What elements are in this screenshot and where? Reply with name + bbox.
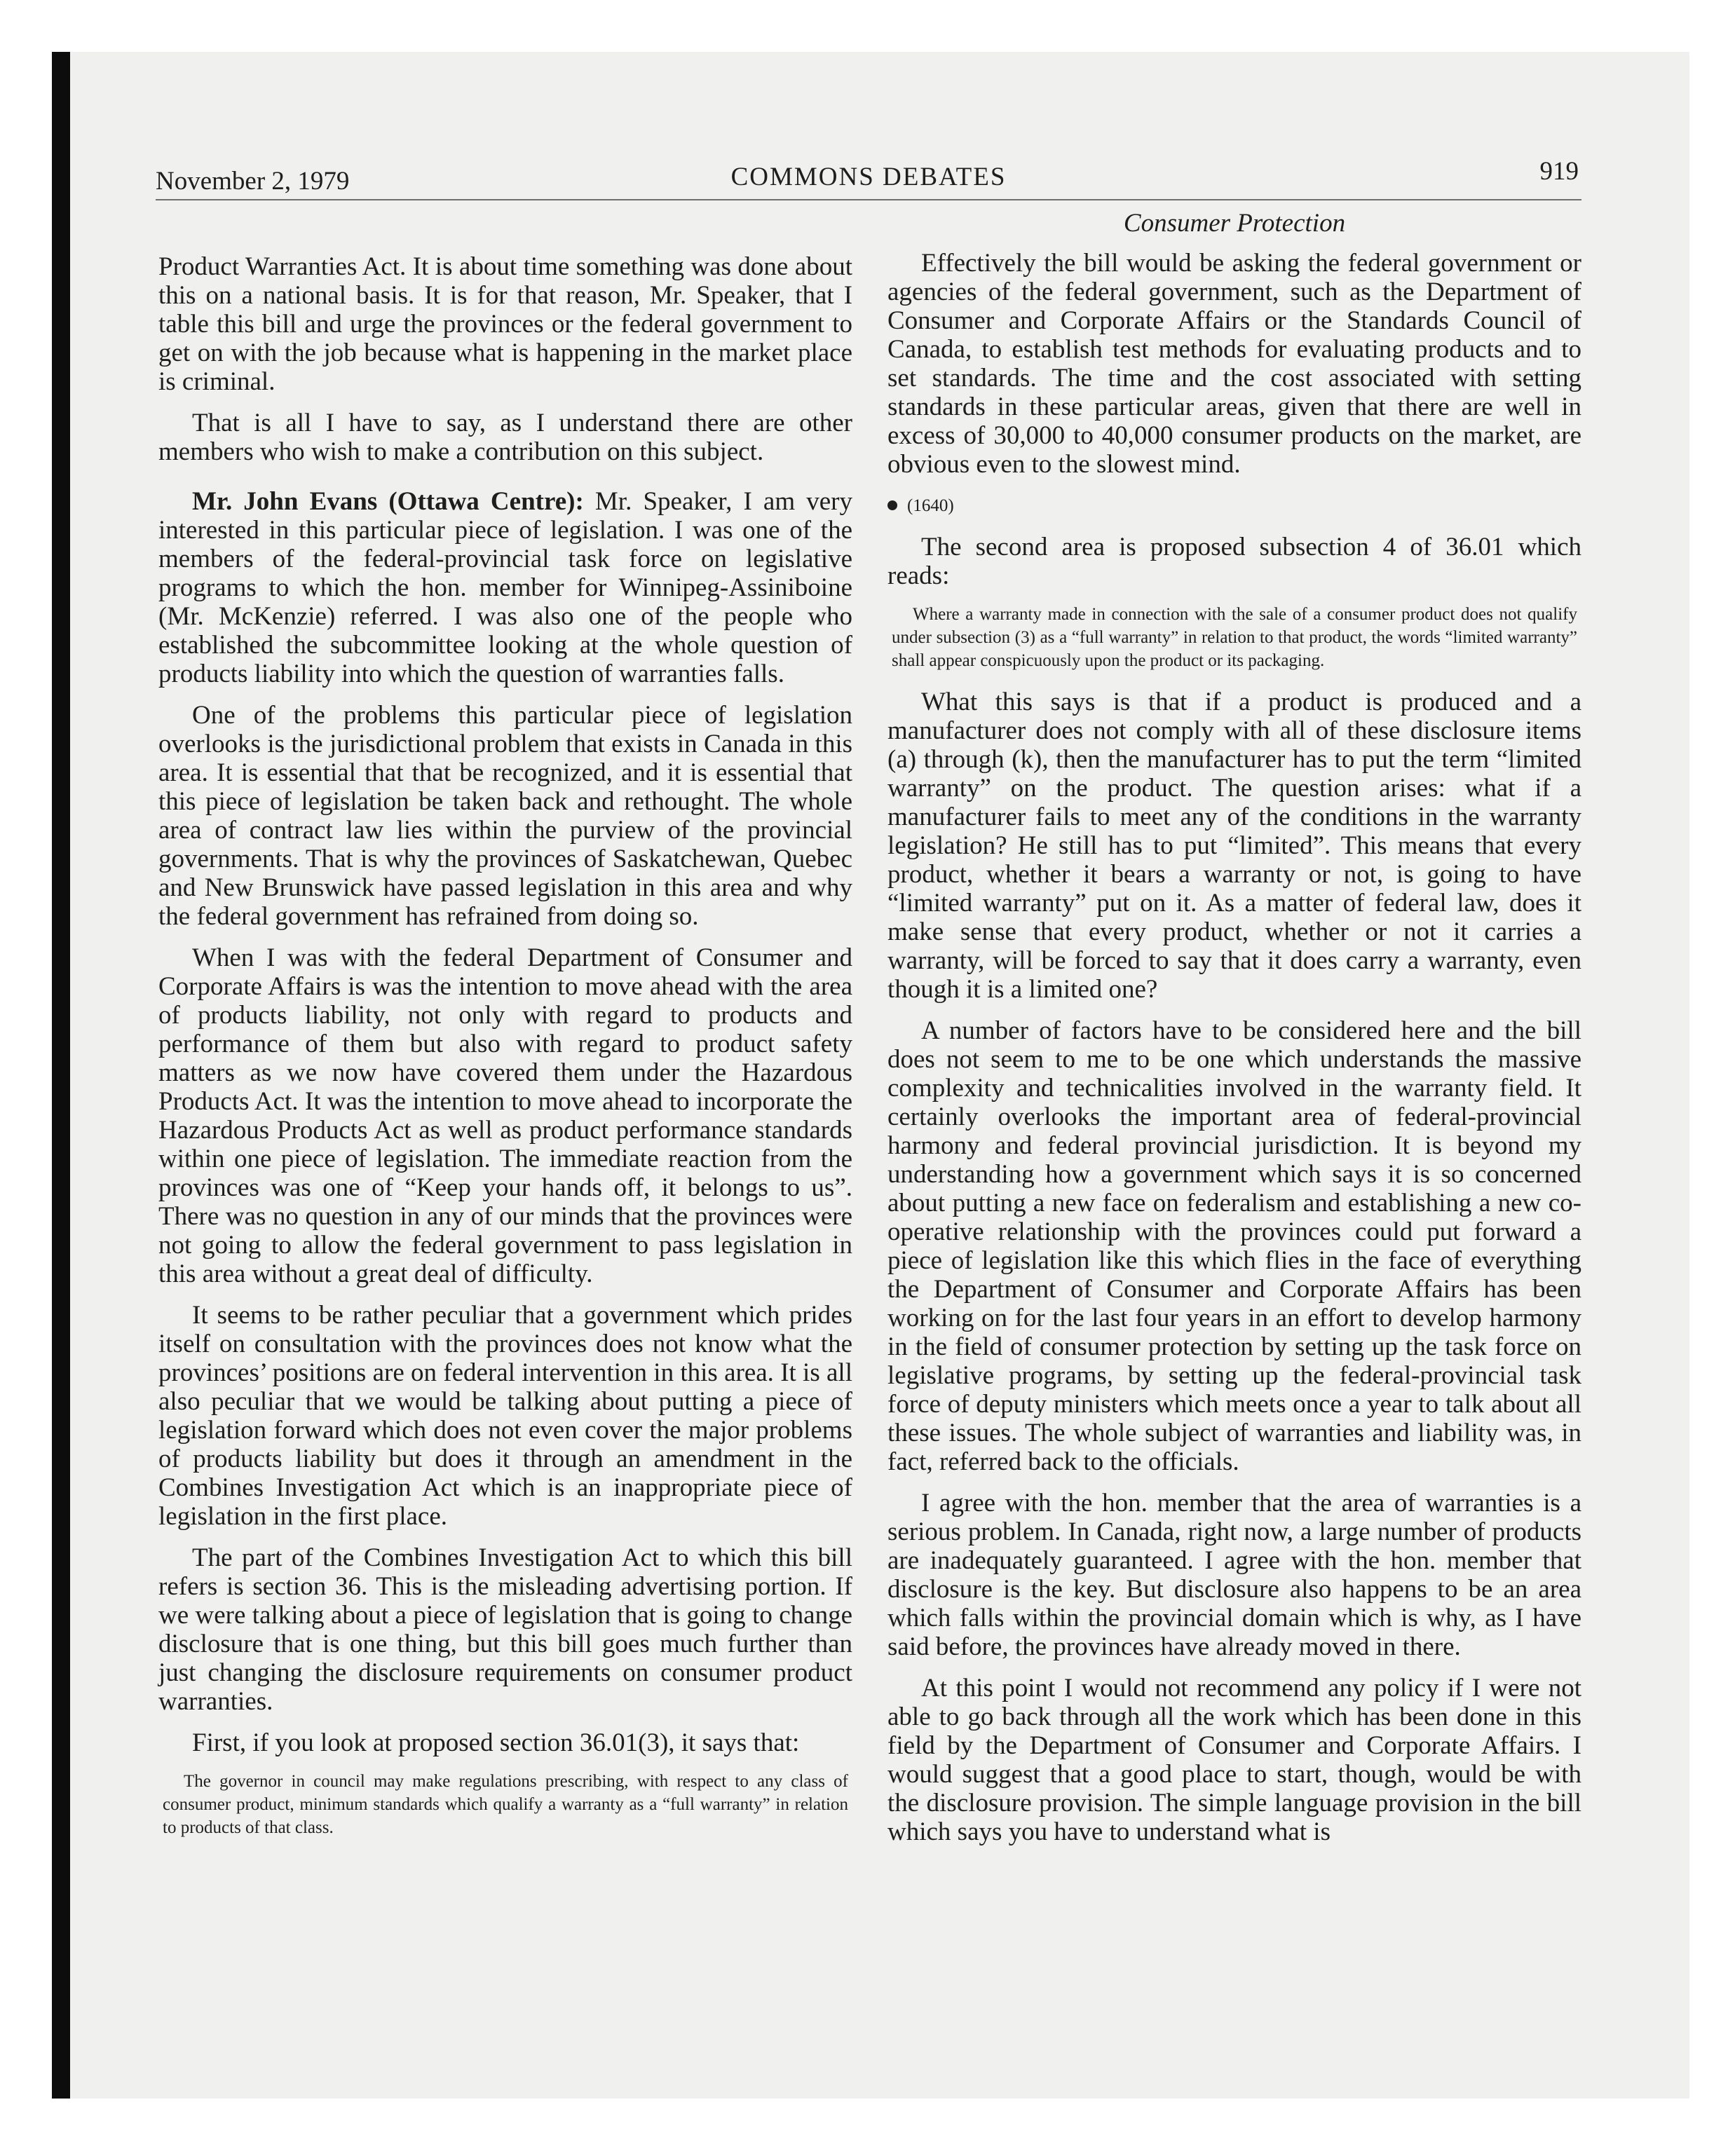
paragraph: A number of factors have to be considered here and the bill does not seem to me to be one which understands the massive complexity and technicalities involved in the warranty field. It certainly overlooks the important area of federal-provincial harmony and federal provincial jurisdiction. It is beyond my understanding how a government which says it is so concerned about putting a new face on federalism and establishing a new co-operative relationship with the provinces could put forward a piece of legislation like this which flies in the face of everything the Department of Consumer and Corporate Affairs has been working on for the last four years in an effort to develop harmony in the field of consumer protection by setting up the task force on legislative programs, by setting up the federal-provincial task force of deputy ministers which meets once a year to talk about all these issues. The whole subject of warranties and liability was, in fact, referred back to the officials. (887, 1016, 1581, 1476)
running-head: Consumer Protection (1123, 209, 1346, 238)
paragraph (158, 487, 852, 688)
paragraph: The second area is proposed subsection 4 of 36.01 which reads: (887, 533, 1581, 590)
paragraph: It seems to be rather peculiar that a government which prides itself on consultation with the provinces does not know what the provinces’ positions are on federal intervention in this area. It is all also peculiar that we would be talking about putting a piece of legislation forward which does not even cover the major problems of products liability but does it through an amendment in the Combines Investigation Act which is an inappropriate piece of legislation in the first place. (158, 1301, 852, 1531)
time-marker-text: (1640) (907, 496, 954, 515)
scan-edge (52, 52, 70, 2099)
paragraph: I agree with the hon. member that the area of warranties is a serious problem. In Canada, right now, a large number of products are inadequately guaranteed. I agree with the hon. member that disclosure is the key. But disclosure also happens to be an area which falls within the provincial domain which is why, as I have said before, the provinces have already moved in there. (887, 1489, 1581, 1661)
paragraph: What this says is that if a product is produced and a manufacturer does not comply with all of these disclosure items (a) through (k), then the manufacturer has to put the term “limited warranty” on the product. The question arises: what if a manufacturer fails to meet any of the conditions in the warranty legislation? He still has to put “limited”. This means that every product, whether it bears a warranty or not, is going to have “limited warranty” put on it. As a matter of federal law, does it make sense that every product, whether or not it carries a warranty, will be forced to say that it does carry a warranty, even though it is a limited one? (887, 688, 1581, 1004)
header-publication: COMMONS DEBATES (730, 163, 1007, 191)
paragraph: First, if you look at proposed section 36.01(3), it says that: (192, 1728, 800, 1757)
quoted-text: The governor in council may make regulations prescribing, with respect to any class of consumer product, minimum standards which qualify a warranty as a “full warranty” in relation to products of that class. (163, 1772, 848, 1837)
header-date: November 2, 1979 (156, 167, 350, 196)
paragraph: The part of the Combines Investigation Act to which this bill refers is section 36. This is the misleading advertising portion. If we were talking about a piece of legislation that is going to change disclosure that is one thing, but this bill goes much further than just changing the disclosure requirements on consumer product warranties. (158, 1543, 852, 1716)
paragraph: Product Warranties Act. It is about time something was done about this on a national basis. It is for that reason, Mr. Speaker, that I table this bill and urge the provinces or the federal government to get on with the job because what is happening in the market place is criminal. (158, 252, 852, 396)
speaker-name: Mr. John Evans (Ottawa Centre): (192, 487, 584, 516)
paragraph: That is all I have to say, as I understand there are other members who wish to make a contribution on this subject. (158, 409, 852, 466)
speech-text: Mr. Speaker, I am very interested in this particular piece of legislation. I was one of the members of the federal-provincial task force on legislative programs to which the hon. member for Winnipeg-Assiniboine (Mr. McKenzie) referred. I was also one of the people who established the subcommittee looking at the whole question of products liability into which the question of warranties falls. (158, 487, 852, 688)
bullet-icon (887, 500, 897, 510)
paragraph: One of the problems this particular piece of legislation overlooks is the jurisdictional problem that exists in Canada in this area. It is essential that that be recognized, and it is essential that this piece of legislation be taken back and rethought. The whole area of contract law lies within the purview of the provincial governments. That is why the provinces of Saskatchewan, Quebec and New Brunswick have passed legislation in this area and why the federal government has refrained from doing so. (158, 701, 852, 931)
paragraph: Effectively the bill would be asking the federal government or agencies of the federal government, such as the Department of Consumer and Corporate Affairs or the Standards Council of Canada, to establish test methods for evaluating products and to set standards. The time and the cost associated with setting standards in these particular areas, given that there are well in excess of 30,000 to 40,000 consumer products on the market, are obvious even to the slowest mind. (887, 249, 1581, 479)
paragraph: At this point I would not recommend any policy if I were not able to go back through all the work which has been done in this field by the Department of Consumer and Corporate Affairs. I would suggest that a good place to start, though, would be with the disclosure provision. The simple language provision in the bill which says you have to understand what is (887, 1674, 1581, 1846)
right-column (887, 209, 1581, 1859)
page-header (156, 156, 1581, 200)
left-column (158, 252, 852, 1855)
time-marker (887, 491, 1581, 520)
page-number: 919 (1539, 157, 1579, 186)
quoted-text: Where a warranty made in connection with the sale of a consumer product does not qualify under subsection (3) as a “full warranty” in relation to that product, the words “limited warranty” shall appear conspicuously upon the product or its packaging. (892, 605, 1577, 670)
paragraph: When I was with the federal Department of Consumer and Corporate Affairs is was the intention to move ahead with the area of products liability, not only with regard to products and performance of them but also with regard to product safety matters as we now have covered them under the Hazardous Products Act. It was the intention to move ahead to incorporate the Hazardous Products Act as well as product performance standards within one piece of legislation. The immediate reaction from the provinces was one of “Keep your hands off, it belongs to us”. There was no question in any of our minds that the provinces were not going to allow the federal government to pass legislation in this area without a great deal of difficulty. (158, 943, 852, 1288)
